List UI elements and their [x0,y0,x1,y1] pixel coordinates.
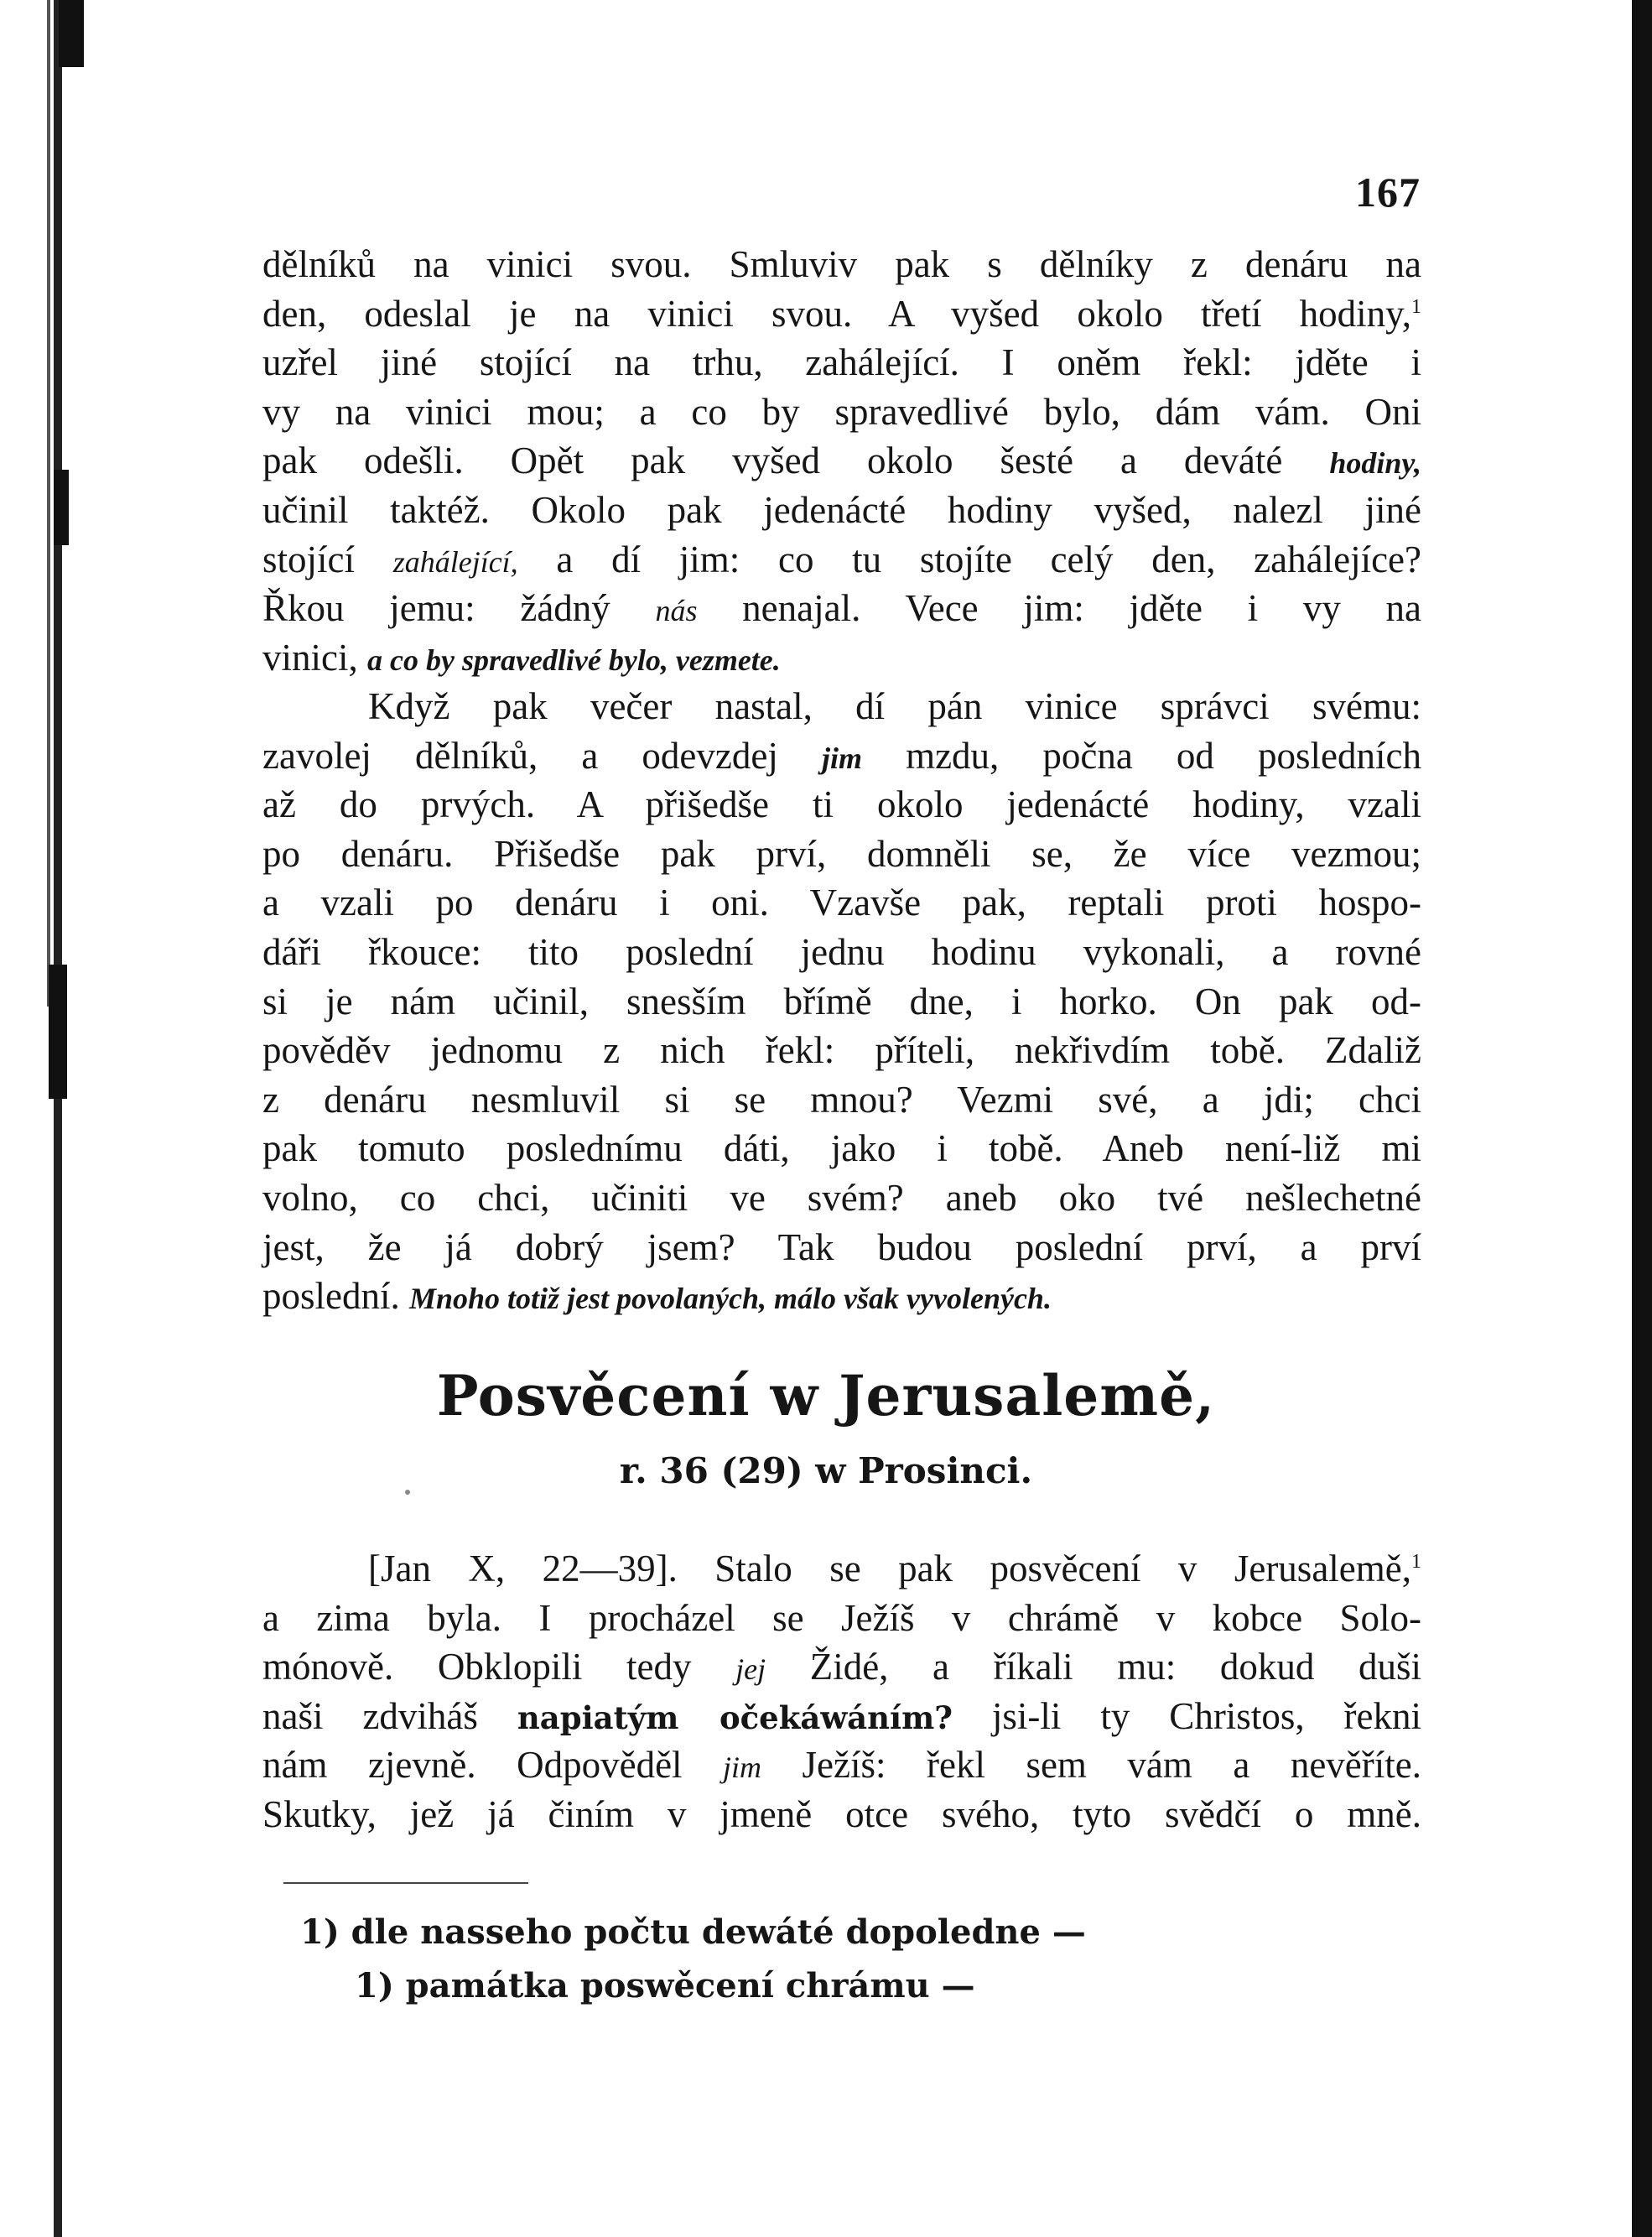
text-line: po denáru. Přišedše pak prví, domněli se, že více vezmou; [262,832,1421,875]
italic-insertion: hodiny, [1329,446,1421,481]
text-line: Skutky, jež já činím v jmeně otce svého, tyto svědčí o mně. [262,1792,1421,1835]
text-line: pověděv jednomu z nich řekl: příteli, nekřivdím tobě. Zdaliž [262,1029,1421,1072]
italic-insertion: zahálející, [392,544,518,579]
text-line: Když pak večer nastal, dí pán vinice správci svému: [368,685,1421,727]
footnote-marker: 1 [1411,295,1421,318]
text-line: stojící zahálející, a dí jim: co tu stojíte celý den, zahálejíce? [262,538,1421,580]
text-line: den, odeslal je na vinici svou. A vyšed okolo třetí hodiny,$^1$ [262,292,1421,335]
text-line: mónově. Obklopili tedy jej Židé, a říkali mu: dokud duši [262,1646,1421,1688]
text-line: vinici, a co by spravedlivé bylo, vezmete. [262,636,781,679]
fraktur-insertion: napiatým očekáwáním? [517,1699,953,1736]
text-line: naši zdviháš napiatým očekáwáním? jsi-li ty Christos, řekni [262,1694,1421,1737]
text-line: učinil taktéž. Okolo pak jedenácté hodiny vyšed, nalezl jiné [262,488,1421,531]
page-number: 167 [1355,169,1421,216]
text-line: dáři řkouce: tito poslední jednu hodinu vykonali, a rovné [262,930,1421,973]
footnote-marker: 1 [1411,1551,1421,1573]
italic-insertion: nás [655,594,698,628]
text-line: uzřel jiné stojící na trhu, zahálející. I oněm řekl: jděte i [262,341,1421,384]
italic-insertion: jim [821,741,862,775]
text-line: jest, že já dobrý jsem? Tak budou poslední prví, a prví [262,1225,1421,1268]
footnote: 1) památka poswěcení chrámu — [355,1966,975,2005]
text-line: poslední. Mnoho totiž jest povolaných, málo však vyvolených. [262,1275,1052,1318]
italic-insertion: Mnoho totiž jest povolaných, málo však vyvolených. [409,1282,1052,1316]
italic-insertion: jim [723,1751,762,1785]
text-line: [Jan X, 22—39]. Stalo se pak posvěcení v Jerusalemě,$^1$ [368,1548,1421,1589]
text-line: a vzali po denáru i oni. Vzavše pak, reptali proti hospo- [262,882,1421,924]
text-line: volno, co chci, učiniti ve svém? aneb oko tvé nešlechetné [262,1176,1421,1219]
paragraph-2 [262,682,1421,1321]
paragraph-1 [262,240,1421,682]
text-line: si je nám učinil, snesším břímě dne, i horko. On pak od- [262,980,1421,1022]
text-line: nám zjevně. Odpověděl jim Ježíš: řekl sem vám a nevěříte. [262,1744,1421,1787]
text-line: zavolej dělníků, a odevzdej jim mzdu, počna od posledních [262,734,1421,777]
paragraph-3 [262,1544,1421,1839]
text-line: a zima byla. I procházel se Ježíš v chrámě v kobce Solo- [262,1596,1421,1639]
text-line: vy na vinici mou; a co by spravedlivé bylo, dám vám. Oni [262,390,1421,433]
text-line: až do prvých. A přišedše ti okolo jedenácté hodiny, vzali [262,783,1421,826]
text-line: pak tomuto poslednímu dáti, jako i tobě. Aneb není-liž mi [262,1127,1421,1170]
text-line: Řkou jemu: žádný nás nenajal. Vece jim: jděte i vy na [262,587,1421,630]
footnote-divider [283,1882,528,1884]
text-line: dělníků na vinici svou. Smluviv pak s dělníky z denáru na [262,243,1421,285]
italic-insertion: jej [735,1652,766,1687]
text-line: z denáru nesmluvil si se mnou? Vezmi své, a jdi; chci [262,1078,1421,1121]
section-title: Posvěcení w Jerusalemě, [436,1363,1216,1428]
scan-speck [405,1490,410,1495]
italic-insertion: a co by spravedlivé bylo, vezmete. [366,642,781,677]
section-subtitle: r. 36 (29) w Prosinci. [619,1450,1033,1491]
text-line: pak odešli. Opět pak vyšed okolo šesté a deváté hodiny, [262,440,1421,482]
footnote: 1) dle nasseho počtu dewáté dopoledne — [300,1912,1086,1952]
